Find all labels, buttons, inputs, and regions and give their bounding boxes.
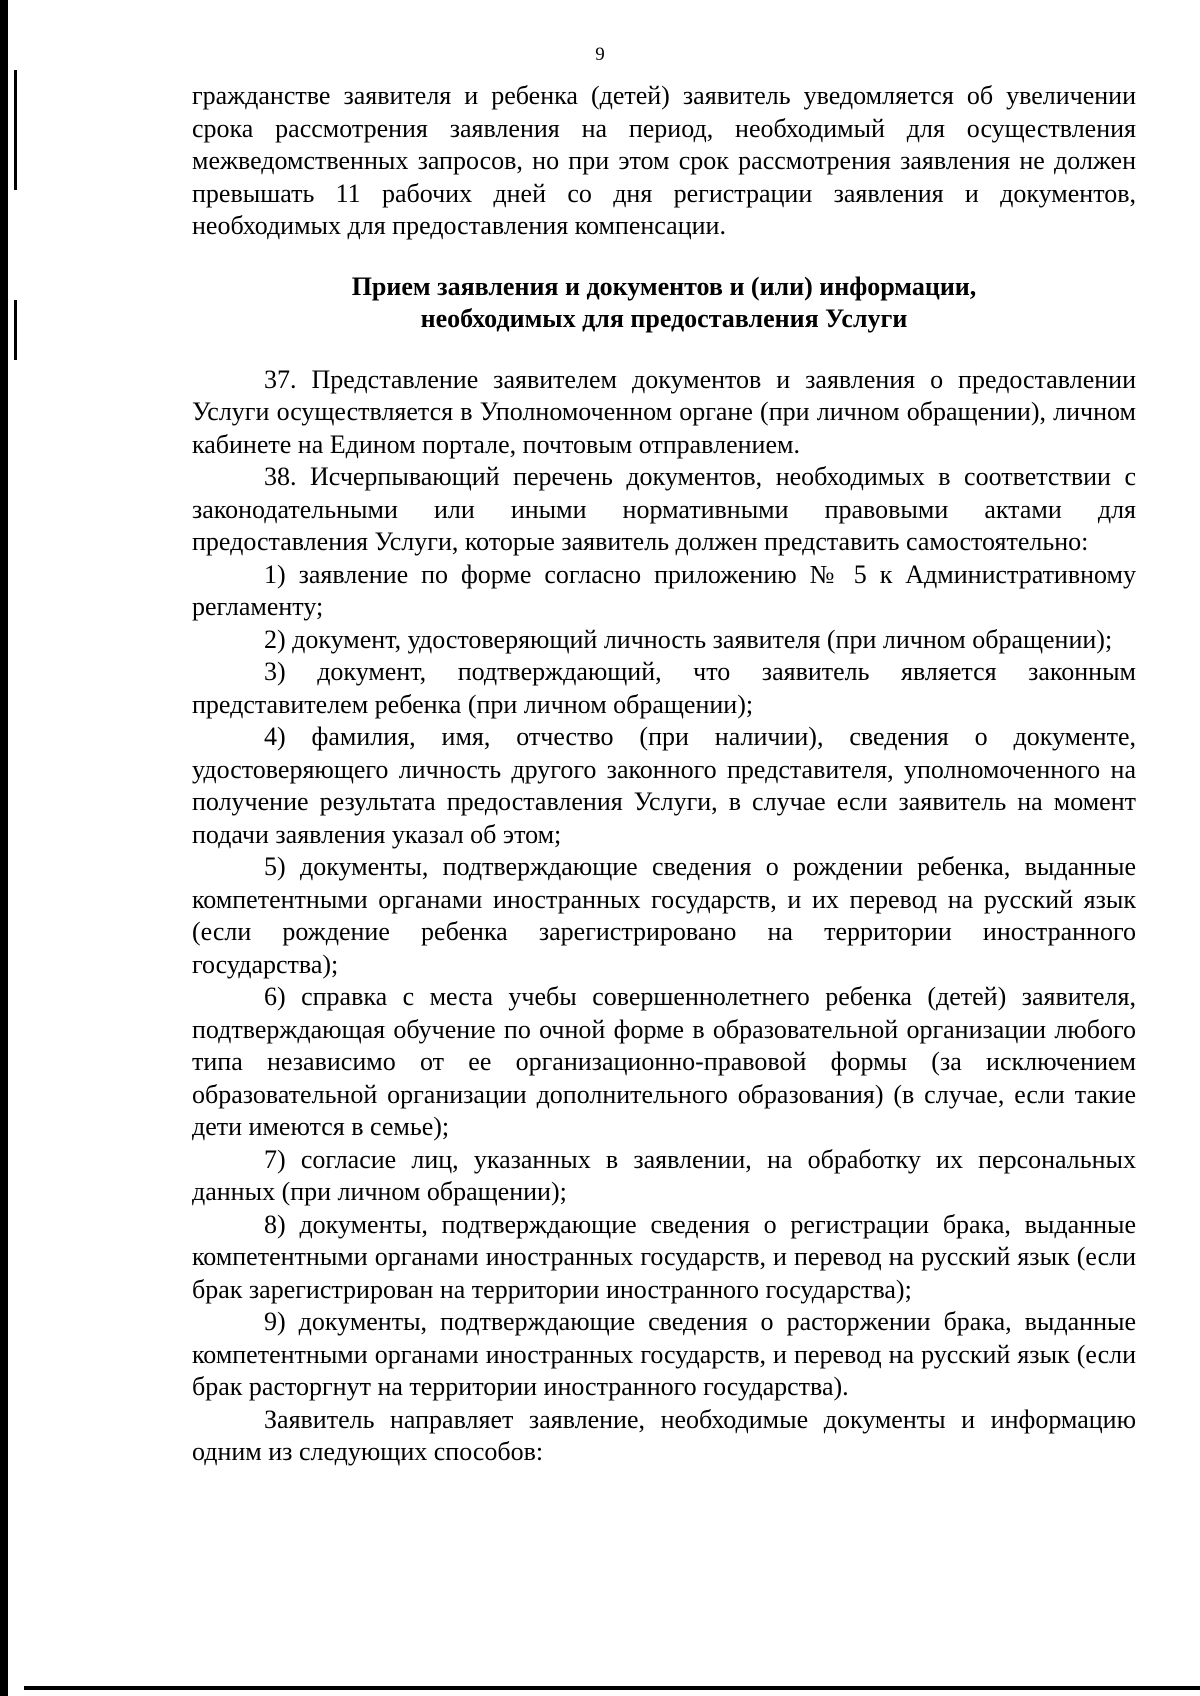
list-item: 5) документы, подтверждающие сведения о рождении ребенка, выданные компетентными органами иностранных государств, и их перевод на русский язык (если рождение ребенка зарегистрировано на территории иностранного государства);	[192, 852, 1136, 979]
scan-edge-mark	[14, 300, 17, 360]
document-body	[192, 80, 1136, 1469]
page-number: 9	[595, 44, 605, 65]
list-item: 6) справка с места учебы совершеннолетнего ребенка (детей) заявителя, подтверждающая обучение по очной форме в образовательной организации любого типа независимо от ее организационно-правовой формы (за исключением образовательной организации дополнительного образования) (в случае, если такие дети имеются в семье);	[192, 982, 1136, 1141]
section-heading-line: Прием заявления и документов и (или) информации,	[351, 271, 977, 301]
intro-paragraph: гражданстве заявителя и ребенка (детей) заявитель уведомляется об увеличении срока рассмотрения заявления на период, необходимый для осуществления межведомственных запросов, но при этом срок рассмотрения заявления не должен превышать 11 рабочих дней со дня регистрации заявления и документов, необходимых для предоставления компенсации.	[192, 81, 1136, 240]
list-item: 4) фамилия, имя, отчество (при наличии), сведения о документе, удостоверяющего личность другого законного представителя, уполномоченного на получение результата предоставления Услуги, в случае если заявитель на момент подачи заявления указал об этом;	[192, 722, 1136, 849]
list-item: 7) согласие лиц, указанных в заявлении, на обработку их персональных данных (при личном обращении);	[192, 1144, 1136, 1206]
scan-edge-mark	[14, 70, 17, 190]
scan-edge-left	[0, 0, 8, 1696]
list-item: 1) заявление по форме согласно приложению № 5 к Административному регламенту;	[192, 559, 1136, 621]
section-heading	[192, 271, 1136, 336]
scan-edge-bottom	[24, 1686, 1200, 1690]
list-item: 2) документ, удостоверяющий личность заявителя (при личном обращении);	[264, 624, 1113, 654]
list-item: 3) документ, подтверждающий, что заявитель является законным представителем ребенка (при личном обращении);	[192, 657, 1136, 719]
list-item: 8) документы, подтверждающие сведения о регистрации брака, выданные компетентными органами иностранных государств, и перевод на русский язык (если брак зарегистрирован на территории иностранного государства);	[192, 1209, 1136, 1304]
paragraph-38: 38. Исчерпывающий перечень документов, необходимых в соответствии с законодательными или иными нормативными правовыми актами для предоставления Услуги, которые заявитель должен представить самостоятельно:	[192, 462, 1136, 556]
closing-paragraph: Заявитель направляет заявление, необходимые документы и информацию одним из следующих способов:	[192, 1404, 1136, 1466]
paragraph-37: 37. Представление заявителем документов и заявления о предоставлении Услуги осуществляется в Уполномоченном органе (при личном обращении), личном кабинете на Едином портале, почтовым отправлением.	[192, 364, 1136, 459]
section-heading-line: необходимых для предоставления Услуги	[420, 304, 908, 333]
list-item: 9) документы, подтверждающие сведения о расторжении брака, выданные компетентными органами иностранных государств, и перевод на русский язык (если брак расторгнут на территории иностранного государства).	[192, 1307, 1136, 1401]
